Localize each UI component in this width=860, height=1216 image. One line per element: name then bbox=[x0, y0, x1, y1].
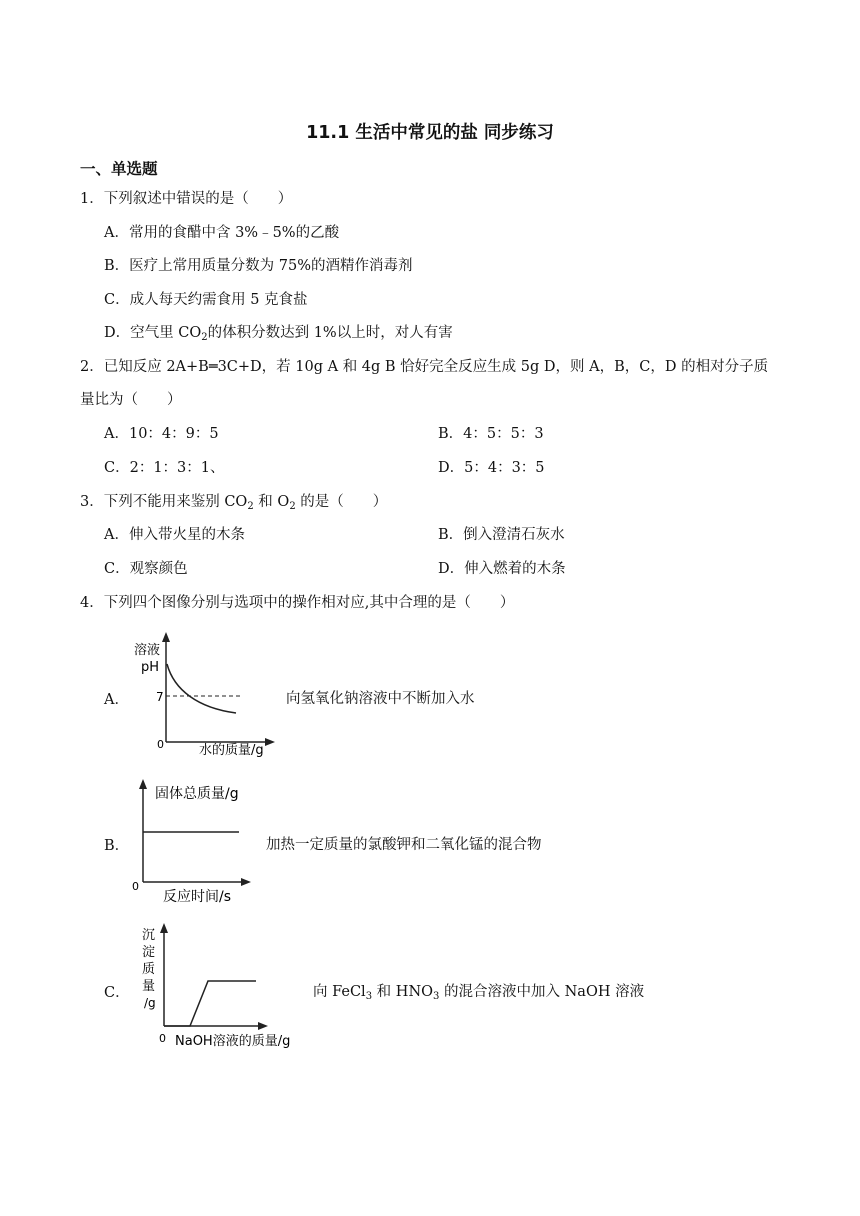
q4-stem: 4．下列四个图像分别与选项中的操作相对应,其中合理的是（ ） bbox=[80, 595, 515, 611]
tick-7: 7 bbox=[156, 690, 164, 704]
q4-graph-b bbox=[128, 776, 263, 906]
x-axis-arrow bbox=[258, 1022, 268, 1030]
x-axis-arrow bbox=[265, 738, 275, 746]
section-heading: 一、单选题 bbox=[80, 160, 158, 178]
y-label: 固体总质量/g bbox=[155, 786, 239, 802]
y-label-1: 沉 bbox=[142, 928, 156, 943]
ph-curve bbox=[167, 664, 236, 713]
precipitate-line bbox=[164, 981, 256, 1026]
q2-option-d: D．5：4：3：5 bbox=[438, 460, 545, 476]
q1-option-d: D．空气里 $CO_2$的体积分数达到 1%以上时，对人有害 bbox=[104, 325, 453, 343]
q4-option-b-desc: 加热一定质量的氯酸钾和二氧化锰的混合物 bbox=[266, 837, 542, 853]
q1-option-c: C．成人每天约需食用 5 克食盐 bbox=[104, 292, 308, 308]
q4-option-b-letter: B． bbox=[104, 838, 130, 854]
q4-option-a-desc: 向氢氧化钠溶液中不断加入水 bbox=[286, 691, 475, 707]
page-title: 11.1 生活中常见的盐 同步练习 bbox=[306, 123, 554, 143]
x-axis-arrow bbox=[241, 878, 251, 886]
y-axis-arrow bbox=[162, 632, 170, 642]
q1-option-b: B．医疗上常用质量分数为 75%的酒精作消毒剂 bbox=[104, 258, 413, 274]
q4-graph-a bbox=[128, 630, 288, 760]
x-label: 水的质量/g bbox=[199, 743, 264, 758]
q3-option-b: B．倒入澄清石灰水 bbox=[438, 527, 565, 543]
q1-option-a: A．常用的食醋中含 3%﹣5%的乙酸 bbox=[104, 225, 340, 241]
q3-option-c: C．观察颜色 bbox=[104, 561, 188, 577]
q4-option-a-letter: A． bbox=[104, 692, 129, 708]
y-label-5: /g bbox=[144, 996, 156, 1010]
q2-stem-line2: 量比为（ ） bbox=[80, 392, 182, 408]
x-label: NaOH溶液的质量/g bbox=[175, 1034, 291, 1049]
q3-option-d: D．伸入燃着的木条 bbox=[438, 561, 566, 577]
q2-option-c: C．2：1：3：1、 bbox=[104, 460, 225, 476]
y-label-3: 质 bbox=[142, 962, 156, 977]
x-label: 反应时间/s bbox=[163, 889, 232, 905]
q1-stem: 1．下列叙述中错误的是（ ） bbox=[80, 191, 293, 207]
q4-option-c-letter: C． bbox=[104, 985, 130, 1001]
y-axis-arrow bbox=[139, 779, 147, 789]
q2-option-b: B．4：5：5：3 bbox=[438, 426, 544, 442]
y-axis-arrow bbox=[160, 923, 168, 933]
q2-stem-line1: 2．已知反应 2A+B═3C+D，若 10g A 和 4g B 恰好完全反应生成 5g D，则 A，B，C，D 的相对分子质 bbox=[80, 359, 769, 375]
origin-label: 0 bbox=[157, 738, 164, 751]
q4-option-c-desc: 向 FeCl$_3$ 和 $HNO_3$ 的混合溶液中加入 NaOH 溶液 bbox=[313, 984, 645, 1002]
y-label-4: 量 bbox=[142, 979, 156, 994]
q3-stem: 3．下列不能用来鉴别 $CO_2$ 和 $O_2$ 的是（ ） bbox=[80, 494, 388, 512]
q3-option-a: A．伸入带火星的木条 bbox=[104, 527, 245, 543]
y-label-1: 溶液 bbox=[134, 643, 161, 658]
q4-graph-c bbox=[138, 920, 310, 1052]
y-label-2: 淀 bbox=[142, 945, 156, 960]
y-label-2: pH bbox=[141, 660, 160, 675]
origin-label: 0 bbox=[132, 880, 139, 893]
q2-option-a: A．10：4：9：5 bbox=[104, 426, 219, 442]
origin-label: 0 bbox=[159, 1032, 166, 1045]
